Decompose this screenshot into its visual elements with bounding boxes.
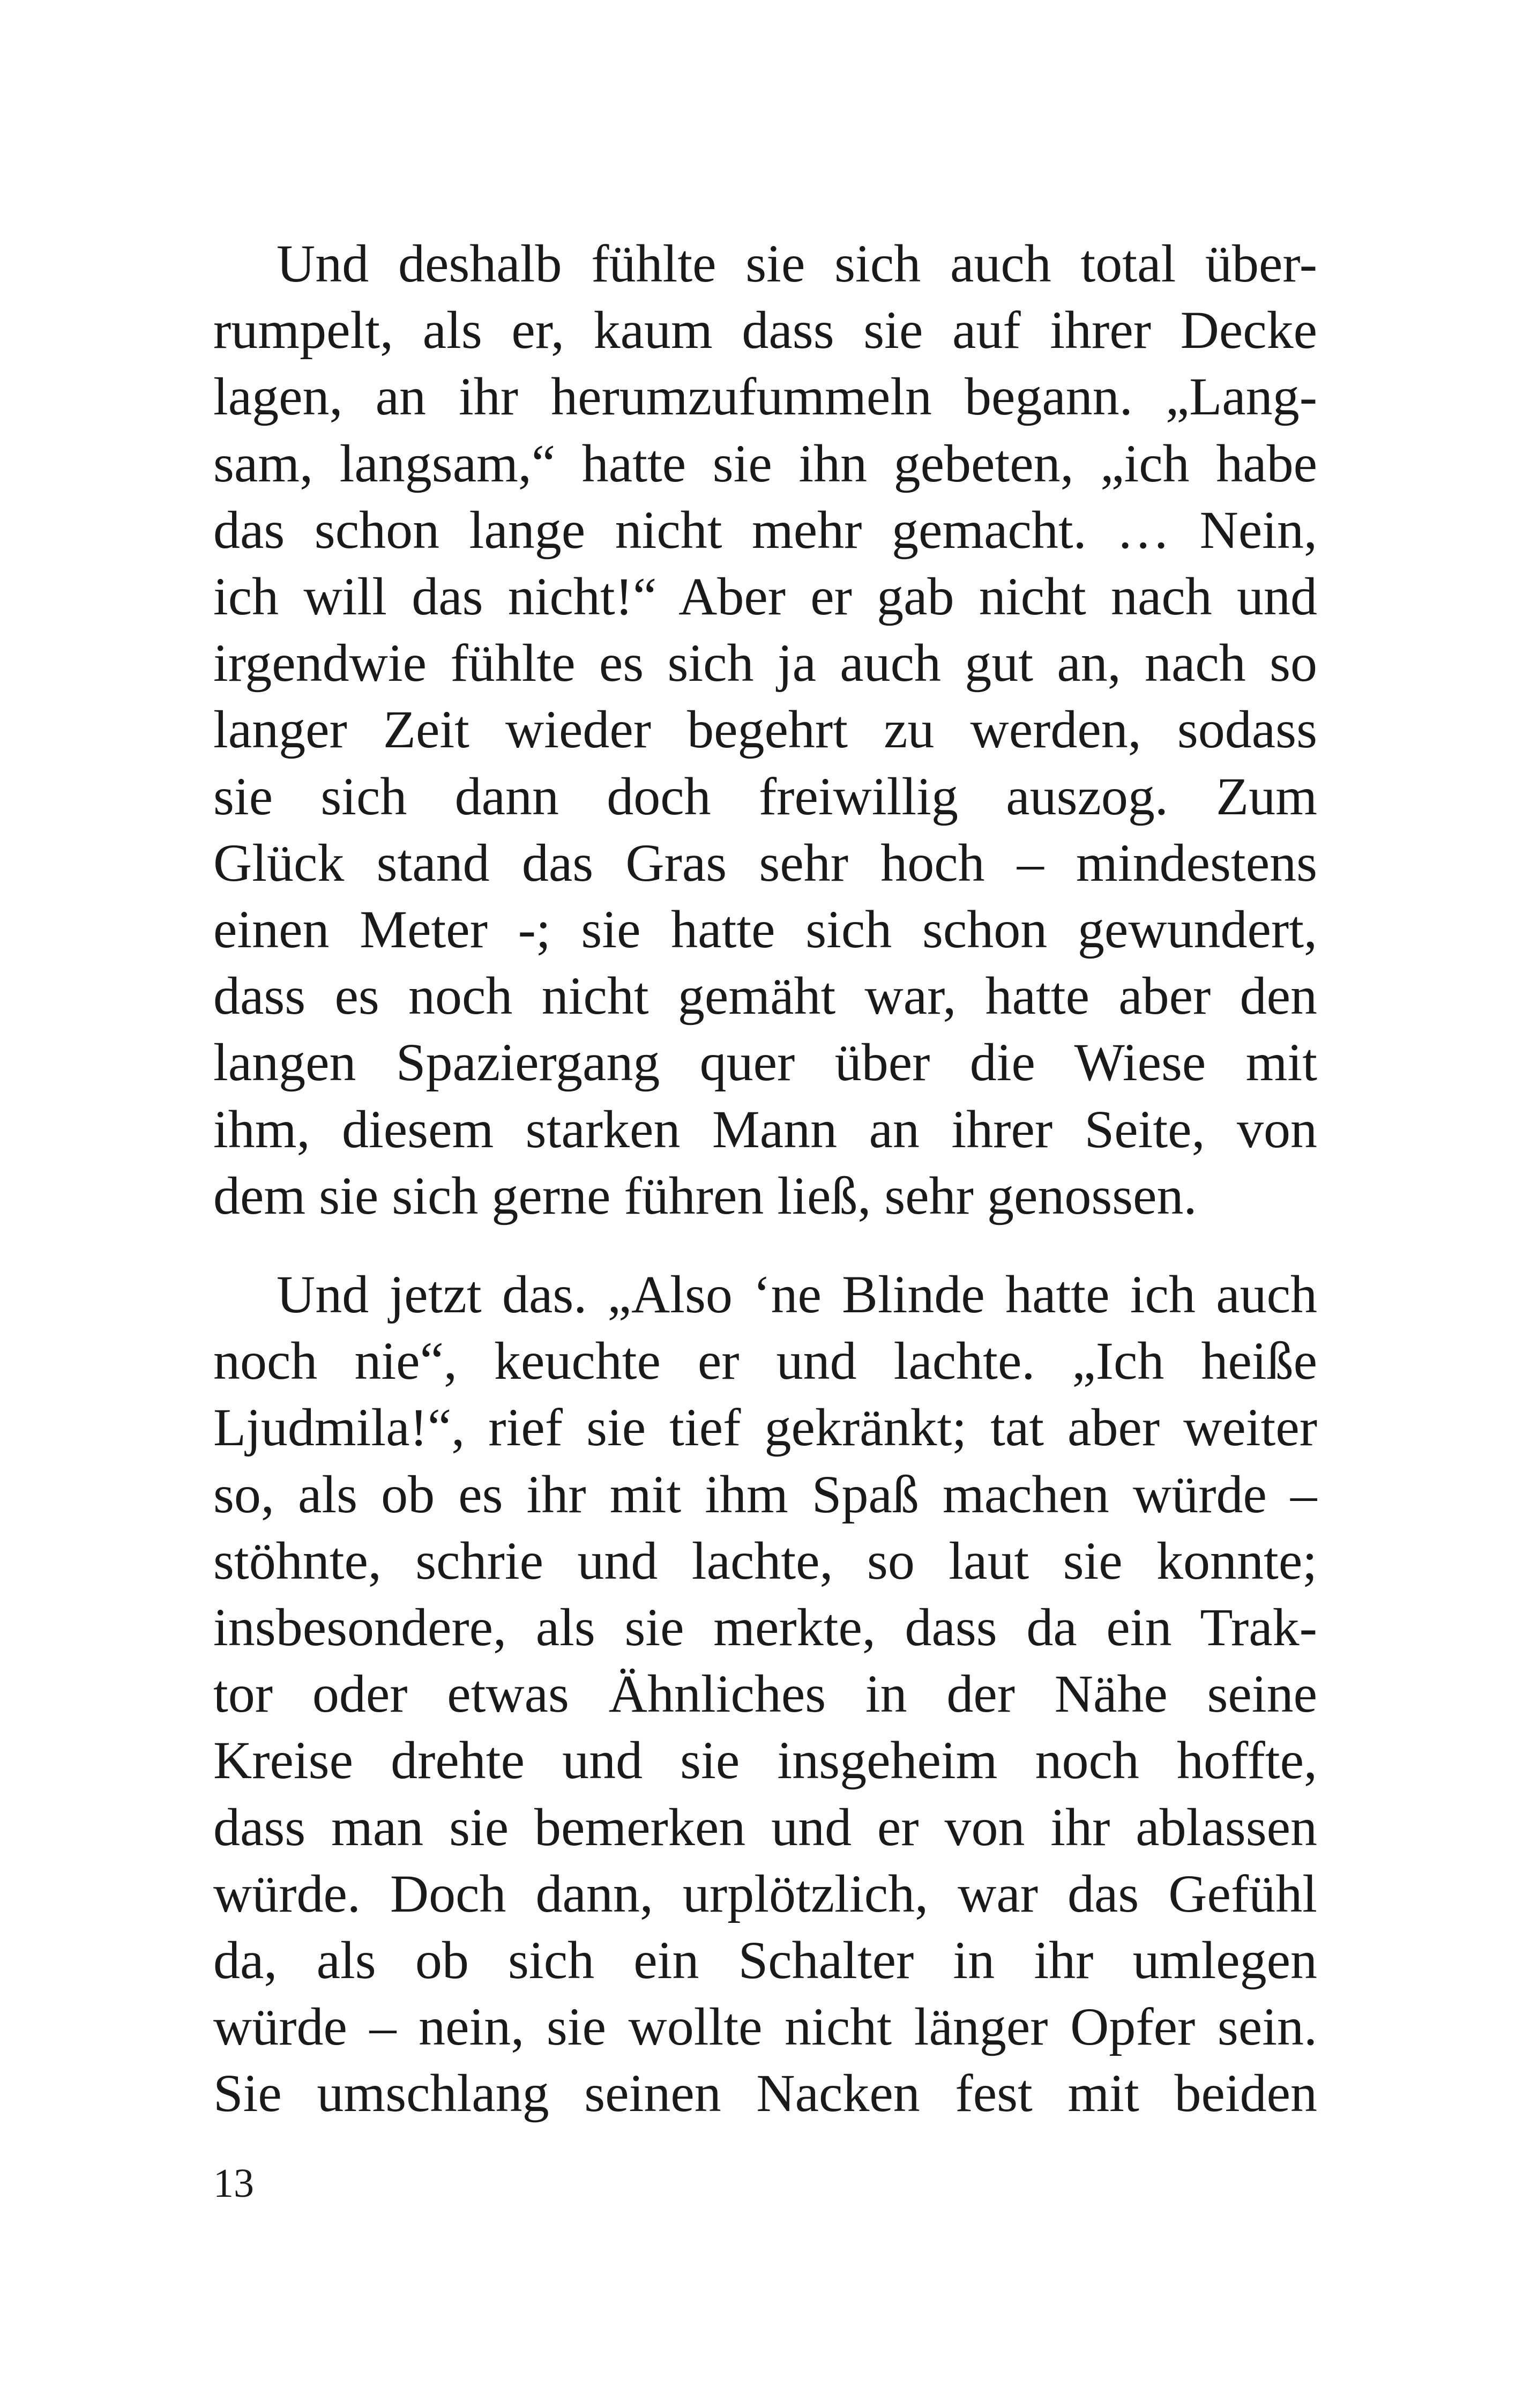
- text-line: Glück stand das Gras sehr hoch – mindestens: [213, 833, 1317, 893]
- text-line: Sie umschlang seinen Nacken fest mit beiden: [213, 2063, 1317, 2123]
- text-line: stöhnte, schrie und lachte, so laut sie konnte;: [213, 1530, 1317, 1591]
- text-line: lagen, an ihr herumzufummeln begann. „Lang-: [213, 367, 1317, 427]
- paragraph-1: [213, 231, 1317, 1229]
- text-line: ich will das nicht!“ Aber er gab nicht nach und: [213, 567, 1317, 627]
- text-line: Kreise drehte und sie insgeheim noch hoffte,: [213, 1730, 1317, 1790]
- text-line: Und deshalb fühlte sie sich auch total über-: [277, 234, 1317, 293]
- text-line: da, als ob sich ein Schalter in ihr umlegen: [213, 1930, 1317, 1990]
- text-line: dass man sie bemerken und er von ihr ablassen: [213, 1797, 1317, 1857]
- text-line: würde – nein, sie wollte nicht länger Opfer sein.: [213, 1997, 1317, 2057]
- text-line: Und jetzt das. „Also ‘ne Blinde hatte ich auch: [277, 1265, 1317, 1325]
- text-line: dem sie sich gerne führen ließ, sehr genossen.: [213, 1165, 1197, 1225]
- text-line: noch nie“, keuchte er und lachte. „Ich heiße: [213, 1331, 1317, 1391]
- paragraph-2: [213, 1261, 1317, 2127]
- text-line: ihm, diesem starken Mann an ihrer Seite, von: [213, 1099, 1317, 1159]
- text-line: würde. Doch dann, urplötzlich, war das Gefühl: [213, 1863, 1317, 1923]
- page-number: 13: [213, 2161, 254, 2206]
- text-line: tor oder etwas Ähnliches in der Nähe seine: [213, 1664, 1317, 1724]
- body-text: [213, 231, 1317, 2127]
- text-line: dass es noch nicht gemäht war, hatte aber den: [213, 966, 1317, 1026]
- text-line: einen Meter -; sie hatte sich schon gewundert,: [213, 900, 1317, 960]
- text-line: langer Zeit wieder begehrt zu werden, sodass: [213, 700, 1317, 760]
- text-line: Ljudmila!“, rief sie tief gekränkt; tat aber weiter: [213, 1398, 1317, 1458]
- text-line: irgendwie fühlte es sich ja auch gut an, nach so: [213, 633, 1317, 693]
- text-line: sam, langsam,“ hatte sie ihn gebeten, „ich habe: [213, 433, 1317, 493]
- text-line: insbesondere, als sie merkte, dass da ein Trak-: [213, 1597, 1317, 1658]
- text-line: rumpelt, als er, kaum dass sie auf ihrer Decke: [213, 300, 1317, 360]
- text-line: das schon lange nicht mehr gemacht. … Nein,: [213, 500, 1317, 560]
- text-line: langen Spaziergang quer über die Wiese mit: [213, 1032, 1317, 1092]
- text-line: sie sich dann doch freiwillig auszog. Zum: [213, 766, 1317, 826]
- text-line: so, als ob es ihr mit ihm Spaß machen würde –: [213, 1464, 1317, 1524]
